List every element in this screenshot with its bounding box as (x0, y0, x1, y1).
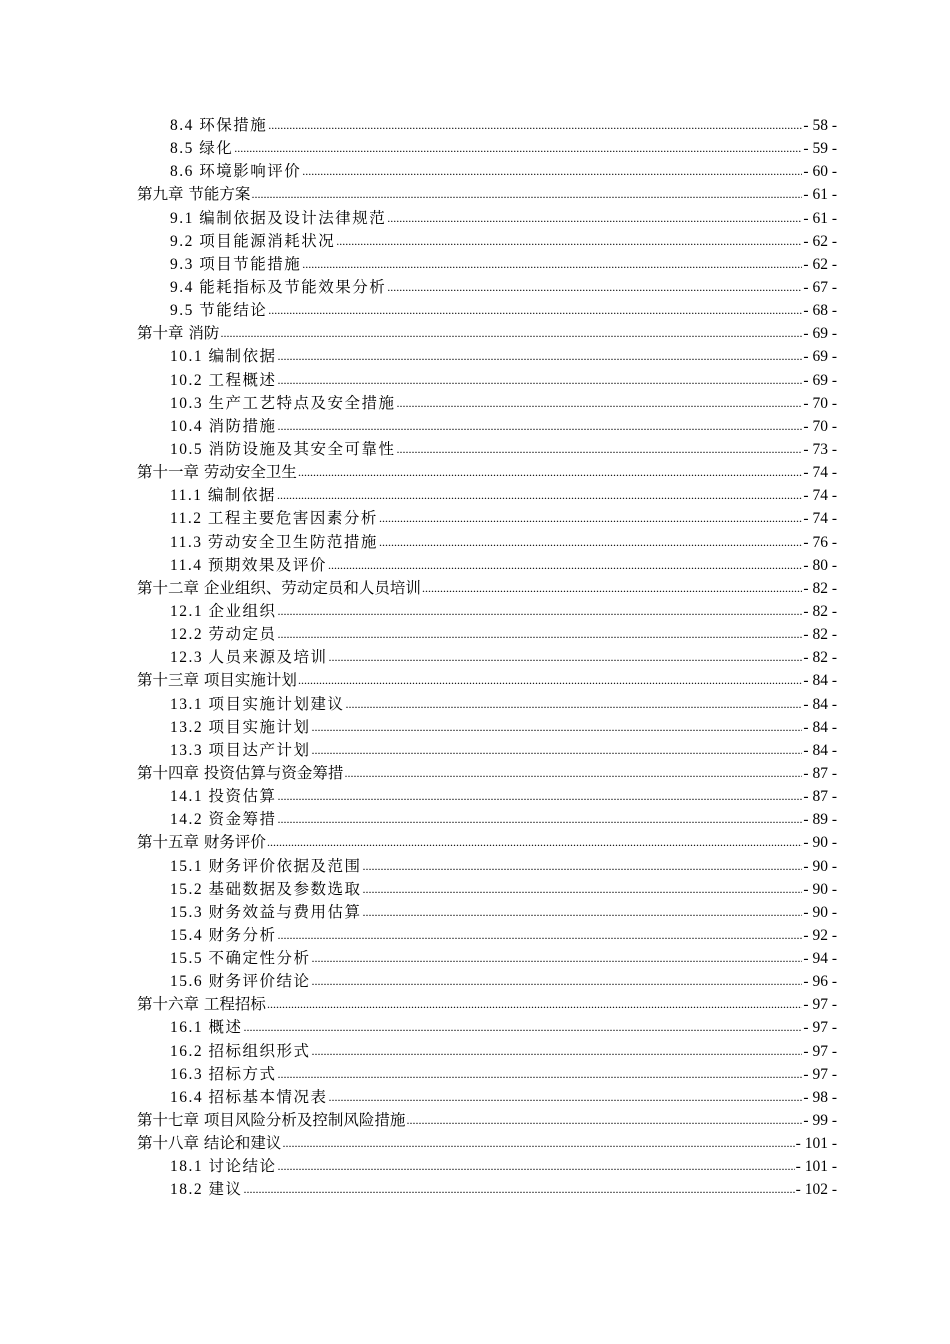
toc-dot-leader (278, 1155, 795, 1178)
toc-dot-leader (363, 878, 803, 901)
toc-entry-title: 15.3 财务效益与费用估算 (170, 903, 362, 921)
toc-section-entry[interactable] (137, 878, 837, 901)
toc-entry-page-number: - 82 - (803, 579, 837, 597)
toc-entry-title: 第十八章 结论和建议 (137, 1134, 282, 1153)
toc-section-entry[interactable] (137, 600, 837, 623)
toc-dot-leader (336, 230, 802, 253)
toc-section-entry[interactable] (137, 855, 837, 878)
toc-entry-title: 第九章 节能方案 (137, 185, 251, 204)
toc-entry-page-number: - 90 - (803, 834, 837, 852)
toc-entry-page-number: - 84 - (803, 718, 837, 736)
toc-entry-page-number: - 84 - (803, 741, 837, 759)
toc-entry-page-number: - 69 - (803, 348, 837, 366)
toc-section-entry[interactable] (137, 137, 837, 160)
toc-chapter-entry[interactable] (137, 183, 837, 206)
toc-section-entry[interactable] (137, 1063, 837, 1086)
toc-section-entry[interactable] (137, 901, 837, 924)
toc-entry-page-number: - 82 - (803, 602, 837, 620)
toc-dot-leader (234, 137, 802, 160)
toc-dot-leader (387, 276, 802, 299)
toc-dot-leader (363, 901, 803, 924)
toc-entry-title: 8.6 环境影响评价 (170, 163, 302, 181)
toc-section-entry[interactable] (137, 230, 837, 253)
toc-section-entry[interactable] (137, 276, 837, 299)
toc-entry-page-number: - 101 - (795, 1135, 837, 1153)
toc-entry-page-number: - 60 - (803, 163, 837, 181)
toc-entry-title: 第十二章 企业组织、劳动定员和人员培训 (137, 578, 421, 597)
toc-entry-title: 10.1 编制依据 (170, 348, 277, 366)
toc-entry-title: 16.1 概述 (170, 1019, 243, 1037)
toc-dot-leader (298, 461, 802, 484)
toc-entry-title: 12.3 人员来源及培训 (170, 649, 328, 667)
toc-dot-leader (278, 415, 803, 438)
toc-chapter-entry[interactable] (137, 669, 837, 692)
toc-section-entry[interactable] (137, 693, 837, 716)
toc-dot-leader (277, 484, 802, 507)
toc-dot-leader (267, 993, 802, 1016)
toc-chapter-entry[interactable] (137, 762, 837, 785)
toc-dot-leader (346, 693, 803, 716)
toc-entry-page-number: - 82 - (803, 626, 837, 644)
toc-entry-page-number: - 94 - (803, 950, 837, 968)
toc-entry-page-number: - 102 - (795, 1181, 837, 1199)
toc-dot-leader (379, 531, 802, 554)
toc-dot-leader (251, 183, 802, 206)
toc-entry-page-number: - 68 - (803, 302, 837, 320)
toc-entry-page-number: - 62 - (803, 255, 837, 273)
toc-entry-page-number: - 69 - (803, 325, 837, 343)
toc-section-entry[interactable] (137, 345, 837, 368)
toc-chapter-entry[interactable] (137, 461, 837, 484)
toc-entry-title: 15.2 基础数据及参数选取 (170, 880, 362, 898)
toc-entry-title: 12.2 劳动定员 (170, 626, 277, 644)
toc-section-entry[interactable] (137, 1178, 837, 1201)
toc-dot-leader (278, 924, 803, 947)
toc-dot-leader (220, 322, 802, 345)
toc-entry-page-number: - 74 - (803, 487, 837, 505)
toc-entry-title: 10.2 工程概述 (170, 371, 277, 389)
toc-entry-page-number: - 62 - (803, 232, 837, 250)
toc-section-entry[interactable] (137, 531, 837, 554)
toc-dot-leader (302, 253, 802, 276)
toc-entry-page-number: - 61 - (803, 186, 837, 204)
toc-section-entry[interactable] (137, 554, 837, 577)
table-of-contents (137, 114, 837, 1202)
toc-dot-leader (278, 600, 803, 623)
toc-entry-page-number: - 84 - (803, 672, 837, 690)
toc-entry-title: 13.3 项目达产计划 (170, 741, 311, 759)
toc-section-entry[interactable] (137, 1016, 837, 1039)
toc-section-entry[interactable] (137, 646, 837, 669)
toc-entry-page-number: - 84 - (803, 695, 837, 713)
toc-section-entry[interactable] (137, 507, 837, 530)
toc-entry-title: 14.2 资金筹措 (170, 811, 277, 829)
toc-dot-leader (278, 1063, 803, 1086)
toc-entry-page-number: - 101 - (795, 1158, 837, 1176)
toc-entry-page-number: - 97 - (803, 1019, 837, 1037)
toc-chapter-entry[interactable] (137, 577, 837, 600)
toc-entry-page-number: - 82 - (803, 649, 837, 667)
toc-section-entry[interactable] (137, 438, 837, 461)
toc-entry-title: 11.4 预期效果及评价 (170, 556, 327, 574)
toc-dot-leader (312, 1040, 803, 1063)
toc-entry-title: 16.2 招标组织形式 (170, 1042, 311, 1060)
toc-entry-page-number: - 97 - (803, 1042, 837, 1060)
toc-section-entry[interactable] (137, 739, 837, 762)
toc-section-entry[interactable] (137, 924, 837, 947)
toc-entry-page-number: - 74 - (803, 510, 837, 528)
toc-section-entry[interactable] (137, 1086, 837, 1109)
toc-entry-page-number: - 90 - (803, 857, 837, 875)
toc-entry-title: 第十七章 项目风险分析及控制风险措施 (137, 1111, 406, 1130)
toc-section-entry[interactable] (137, 970, 837, 993)
toc-entry-title: 18.1 讨论结论 (170, 1158, 277, 1176)
toc-entry-page-number: - 92 - (803, 926, 837, 944)
toc-chapter-entry[interactable] (137, 1132, 837, 1155)
toc-chapter-entry[interactable] (137, 831, 837, 854)
toc-entry-title: 15.5 不确定性分析 (170, 950, 311, 968)
toc-entry-page-number: - 99 - (803, 1112, 837, 1130)
toc-entry-page-number: - 58 - (803, 117, 837, 134)
toc-dot-leader (267, 831, 802, 854)
toc-section-entry[interactable] (137, 716, 837, 739)
toc-entry-title: 14.1 投资估算 (170, 788, 277, 806)
toc-section-entry[interactable] (137, 392, 837, 415)
toc-entry-page-number: - 87 - (803, 788, 837, 806)
toc-entry-title: 9.3 项目节能措施 (170, 255, 302, 273)
toc-entry-title: 15.6 财务评价结论 (170, 973, 311, 991)
toc-dot-leader (344, 762, 802, 785)
toc-entry-title: 第十三章 项目实施计划 (137, 671, 297, 690)
toc-chapter-entry[interactable] (137, 993, 837, 1016)
toc-section-entry[interactable] (137, 484, 837, 507)
toc-section-entry[interactable] (137, 253, 837, 276)
toc-section-entry[interactable] (137, 947, 837, 970)
toc-entry-title: 13.1 项目实施计划建议 (170, 695, 345, 713)
toc-dot-leader (329, 1086, 803, 1109)
toc-entry-page-number: - 67 - (803, 278, 837, 296)
toc-dot-leader (397, 392, 803, 415)
toc-entry-title: 15.1 财务评价依据及范围 (170, 857, 362, 875)
toc-entry-title: 16.4 招标基本情况表 (170, 1088, 328, 1106)
toc-entry-page-number: - 73 - (803, 440, 837, 458)
toc-entry-title: 第十章 消防 (137, 324, 220, 343)
toc-section-entry[interactable] (137, 785, 837, 808)
toc-entry-title: 8.5 绿化 (170, 140, 234, 158)
toc-dot-leader (363, 855, 803, 878)
toc-entry-page-number: - 76 - (803, 533, 837, 551)
toc-dot-leader (312, 947, 803, 970)
toc-dot-leader (268, 299, 802, 322)
toc-entry-title: 9.5 节能结论 (170, 302, 268, 320)
toc-dot-leader (282, 1132, 794, 1155)
toc-entry-page-number: - 87 - (803, 764, 837, 782)
toc-entry-page-number: - 97 - (803, 996, 837, 1014)
toc-section-entry[interactable] (137, 1155, 837, 1178)
toc-entry-page-number: - 80 - (803, 556, 837, 574)
toc-dot-leader (302, 160, 802, 183)
toc-dot-leader (312, 716, 803, 739)
toc-entry-title: 10.4 消防措施 (170, 417, 277, 435)
toc-dot-leader (387, 207, 802, 230)
toc-entry-page-number: - 61 - (803, 209, 837, 227)
toc-dot-leader (406, 1109, 802, 1132)
toc-section-entry[interactable] (137, 369, 837, 392)
toc-dot-leader (298, 669, 802, 692)
toc-entry-title: 第十四章 投资估算与资金筹措 (137, 763, 344, 782)
toc-entry-page-number: - 74 - (803, 464, 837, 482)
toc-dot-leader (312, 970, 803, 993)
toc-entry-page-number: - 70 - (803, 417, 837, 435)
toc-dot-leader (268, 114, 802, 137)
toc-dot-leader (379, 507, 802, 530)
toc-entry-page-number: - 98 - (803, 1088, 837, 1106)
toc-dot-leader (312, 739, 803, 762)
toc-entry-title: 18.2 建议 (170, 1181, 243, 1199)
toc-dot-leader (328, 554, 802, 577)
toc-entry-page-number: - 59 - (803, 140, 837, 158)
toc-section-entry[interactable] (137, 160, 837, 183)
toc-entry-title: 9.4 能耗指标及节能效果分析 (170, 278, 387, 296)
toc-entry-title: 12.1 企业组织 (170, 602, 277, 620)
toc-section-entry[interactable] (137, 623, 837, 646)
toc-entry-title: 11.1 编制依据 (170, 487, 276, 505)
toc-chapter-entry[interactable] (137, 1109, 837, 1132)
toc-entry-title: 16.3 招标方式 (170, 1065, 277, 1083)
toc-dot-leader (278, 808, 803, 831)
toc-entry-title: 第十六章 工程招标 (137, 995, 266, 1014)
toc-section-entry[interactable] (137, 415, 837, 438)
toc-section-entry[interactable] (137, 299, 837, 322)
toc-entry-page-number: - 97 - (803, 1065, 837, 1083)
toc-entry-page-number: - 90 - (803, 903, 837, 921)
toc-dot-leader (278, 623, 803, 646)
toc-section-entry[interactable] (137, 207, 837, 230)
toc-entry-title: 11.2 工程主要危害因素分析 (170, 510, 378, 528)
toc-entry-title: 15.4 财务分析 (170, 926, 277, 944)
toc-entry-page-number: - 89 - (803, 811, 837, 829)
toc-dot-leader (329, 646, 803, 669)
toc-section-entry[interactable] (137, 808, 837, 831)
toc-entry-page-number: - 90 - (803, 880, 837, 898)
toc-entry-title: 8.4 环保措施 (170, 117, 268, 134)
toc-dot-leader (244, 1178, 795, 1201)
toc-dot-leader (397, 438, 803, 461)
toc-entry-title: 10.3 生产工艺特点及安全措施 (170, 394, 396, 412)
toc-chapter-entry[interactable] (137, 322, 837, 345)
toc-dot-leader (278, 785, 803, 808)
toc-dot-leader (278, 345, 803, 368)
toc-entry-title: 第十五章 财务评价 (137, 833, 266, 852)
toc-section-entry[interactable] (137, 1040, 837, 1063)
toc-entry-title: 9.2 项目能源消耗状况 (170, 232, 336, 250)
toc-entry-page-number: - 70 - (803, 394, 837, 412)
toc-entry-title: 10.5 消防设施及其安全可靠性 (170, 440, 396, 458)
toc-dot-leader (244, 1016, 803, 1039)
toc-entry-title: 第十一章 劳动安全卫生 (137, 463, 297, 482)
toc-entry-title: 11.3 劳动安全卫生防范措施 (170, 533, 378, 551)
toc-entry-title: 9.1 编制依据及设计法律规范 (170, 209, 387, 227)
toc-entry-title: 13.2 项目实施计划 (170, 718, 311, 736)
toc-entry-page-number: - 96 - (803, 973, 837, 991)
toc-dot-leader (422, 577, 802, 600)
toc-dot-leader (278, 369, 803, 392)
toc-entry-page-number: - 69 - (803, 371, 837, 389)
toc-section-entry[interactable] (137, 114, 837, 137)
